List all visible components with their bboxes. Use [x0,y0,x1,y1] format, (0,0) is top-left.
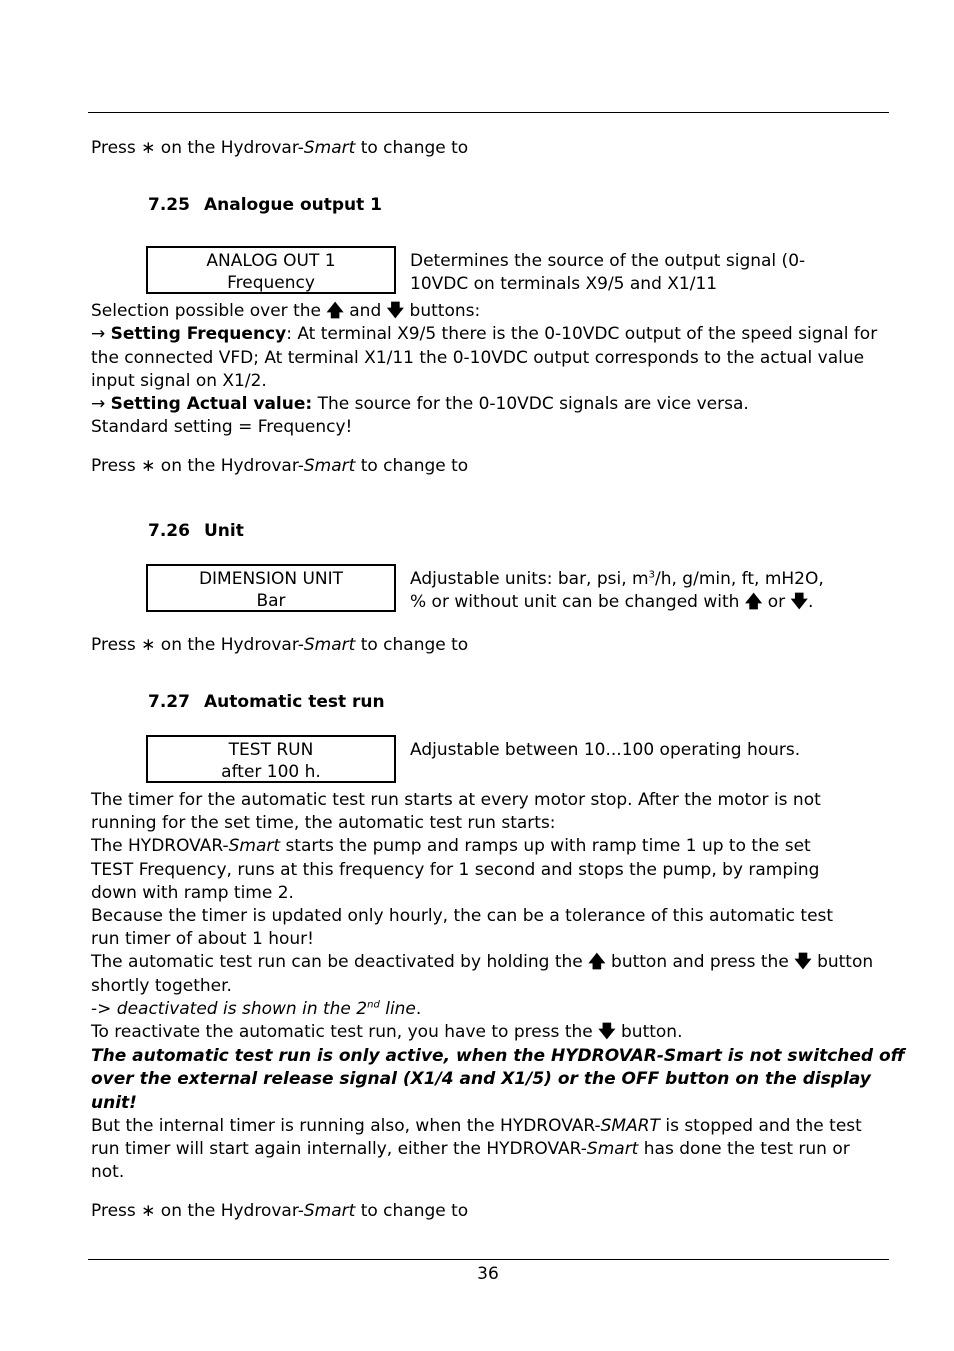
paragraph: not. [91,1162,125,1182]
paragraph: input signal on X1/2. [91,371,267,391]
right-arrow-icon: → [91,394,106,414]
up-arrow-icon: 🡅 [588,952,606,972]
paragraph: down with ramp time 2. [91,883,294,903]
paragraph: shortly together. [91,976,232,996]
star-icon: ∗ [141,456,156,476]
paragraph: To reactivate the automatic test run, you have to press the 🡇 button. [91,1022,683,1042]
display-line-1: ANALOG OUT 1 [206,251,336,271]
display-description: Adjustable units: bar, psi, $m^3/h$, g/min, ft, mH2O, % or without unit can be changed with 🡅 or 🡇. [410,569,824,612]
paragraph: -> deactivated is shown in the 2nd line. [91,999,422,1019]
warning-text: The automatic test run is only active, when the HYDROVAR-Smart is not switched off [91,1046,905,1066]
paragraph: the connected VFD; At terminal X1/11 the 0-10VDC output corresponds to the actual value [91,348,865,368]
display-line-1: DIMENSION UNIT [198,569,344,589]
down-arrow-icon: 🡇 [794,952,812,972]
display-line-2: Frequency [227,273,315,293]
press-instruction: Press ∗ on the Hydrovar-Smart to change to [91,456,469,476]
paragraph: running for the set time, the automatic test run starts: [91,813,556,833]
press-instruction: Press ∗ on the Hydrovar-Smart to change to [91,138,469,158]
warning-text: over the external release signal (X1/4 and X1/5) or the OFF button on the display [91,1069,871,1089]
paragraph: run timer will start again internally, either the HYDROVAR-Smart has done the test run or [91,1139,850,1159]
up-arrow-icon: 🡅 [744,592,763,612]
down-arrow-icon: 🡇 [790,592,809,612]
section-heading-7-27: 7.27 Automatic test run [148,692,385,712]
display-line-2: Bar [256,591,286,611]
display-box-test-run [146,735,396,783]
paragraph: Selection possible over the 🡅 and 🡇 buttons: [91,301,481,321]
paragraph: Because the timer is updated only hourly, the can be a tolerance of this automatic test [91,906,834,926]
star-icon: ∗ [141,635,156,655]
display-description: Determines the source of the output signal (0- 10VDC on terminals X9/5 and X1/11 [410,251,806,294]
paragraph: run timer of about 1 hour! [91,929,314,949]
down-arrow-icon: 🡇 [386,301,405,321]
up-arrow-icon: 🡅 [326,301,344,321]
warning-text: unit! [91,1093,137,1113]
paragraph: TEST Frequency, runs at this frequency for 1 second and stops the pump, by ramping [91,860,820,880]
paragraph: But the internal timer is running also, when the HYDROVAR-SMART is stopped and the test [91,1116,862,1136]
paragraph: Standard setting = Frequency! [91,417,353,437]
right-arrow-icon: → [91,324,106,344]
display-box-analog-out [146,246,396,294]
header-rule [88,112,889,113]
page-number: 36 [477,1264,499,1284]
star-icon: ∗ [141,1201,156,1221]
paragraph: The timer for the automatic test run starts at every motor stop. After the motor is not [91,790,821,810]
section-heading-7-25: 7.25 Analogue output 1 [148,195,383,215]
down-arrow-icon: 🡇 [598,1022,616,1042]
footer-rule [88,1259,889,1260]
display-line-2: after 100 h. [221,762,321,782]
paragraph: The HYDROVAR-Smart starts the pump and ramps up with ramp time 1 up to the set [91,836,811,856]
press-instruction: Press ∗ on the Hydrovar-Smart to change to [91,635,469,655]
display-line-1: TEST RUN [228,740,314,760]
section-heading-7-26: 7.26 Unit [148,521,244,541]
paragraph: → Setting Actual value: The source for the 0-10VDC signals are vice versa. [91,394,749,414]
press-instruction: Press ∗ on the Hydrovar-Smart to change to [91,1201,469,1221]
star-icon: ∗ [141,138,156,158]
display-box-dimension-unit [146,564,396,612]
paragraph: The automatic test run can be deactivated by holding the 🡅 button and press the 🡇 button [91,952,874,972]
display-description: Adjustable between 10...100 operating hours. [410,740,801,760]
paragraph: → Setting Frequency: At terminal X9/5 there is the 0-10VDC output of the speed signal for [91,324,878,344]
